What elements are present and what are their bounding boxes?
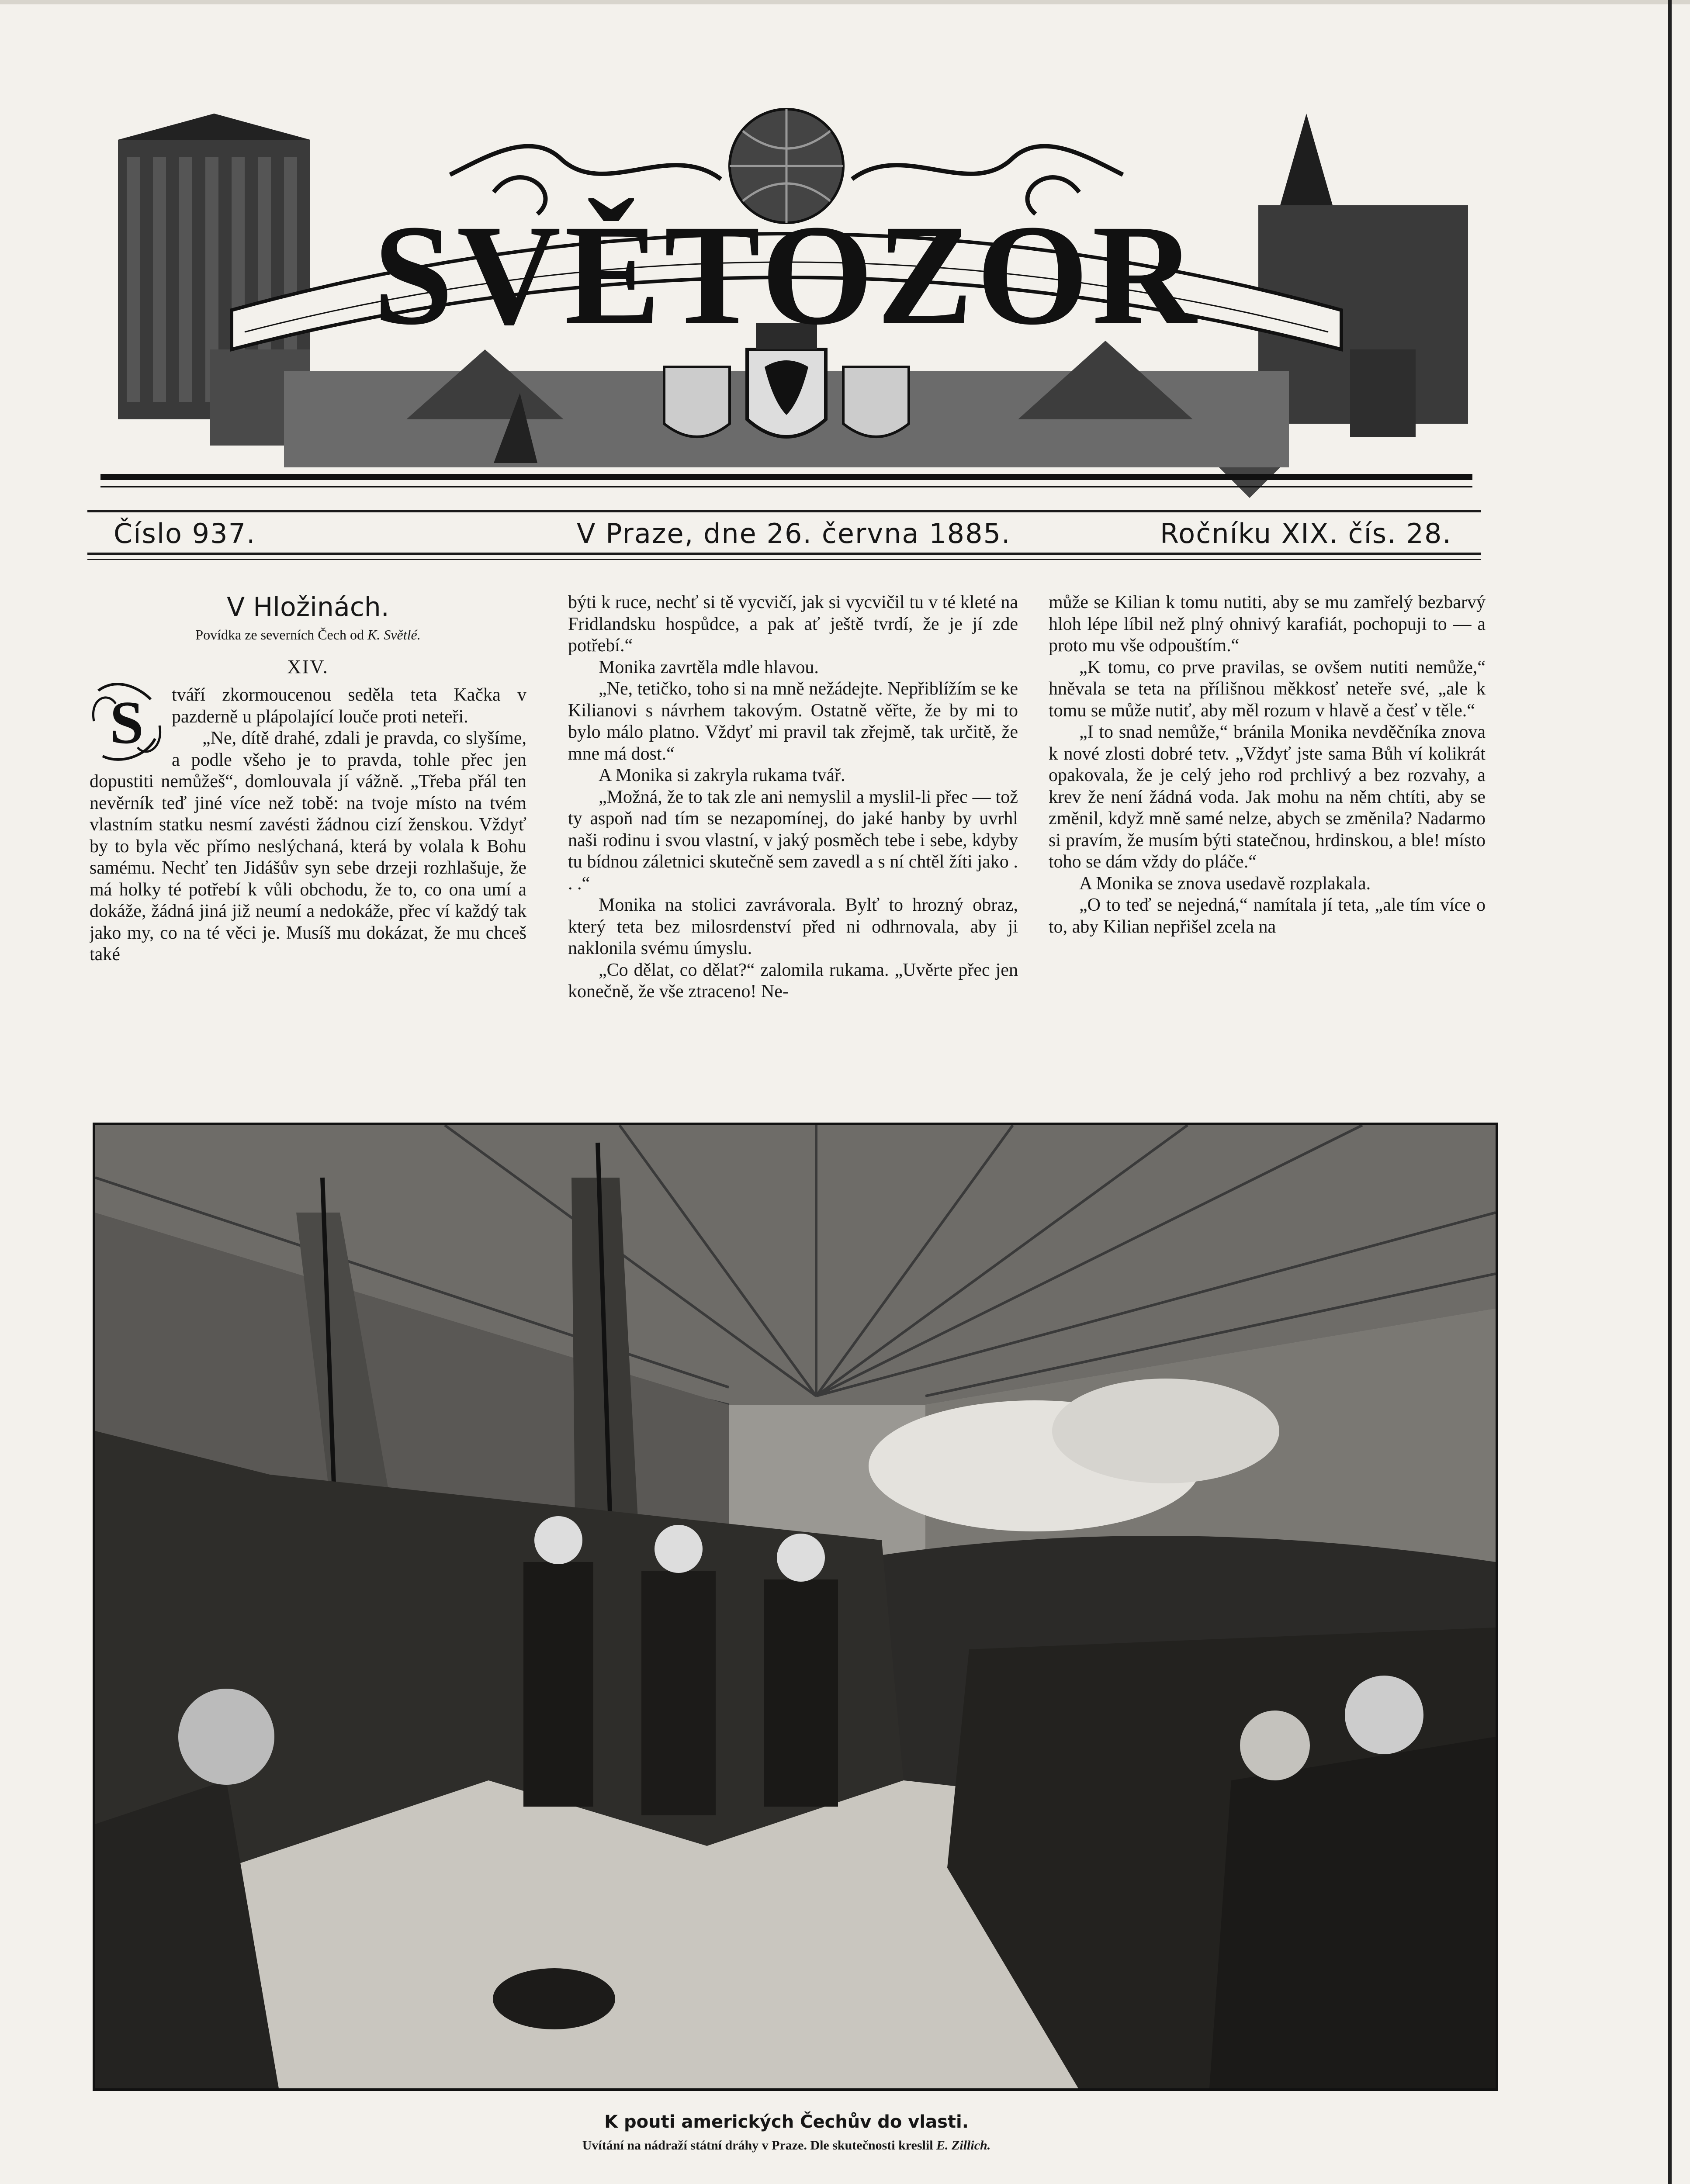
issue-line — [90, 518, 1479, 553]
chapter-number: XIV. — [287, 656, 329, 677]
paragraph: „Co dělat, co dělat?“ zalomila rukama. „Uvěrte přec jen konečně, že vše ztraceno! Ne- — [568, 960, 1018, 1002]
paragraph: A Monika se znova usedavě rozplakala. — [1079, 873, 1371, 894]
masthead-title: SVĚTOZOR — [373, 195, 1200, 355]
subcaption-text: Uvítání na nádraží státní dráhy v Praze. Dle skutečnosti kreslil — [582, 2138, 937, 2153]
station-engraving — [93, 1123, 1498, 2091]
illustration-artist: E. Zillich. — [936, 2138, 991, 2153]
masthead-engraving — [100, 105, 1472, 498]
paragraph: Monika zavrtěla mdle hlavou. — [599, 657, 819, 677]
masthead — [100, 105, 1472, 498]
page-edge — [1668, 0, 1672, 2184]
dropcap — [90, 682, 164, 765]
story-author: K. Světlé. — [367, 627, 421, 643]
rule-bottom — [87, 553, 1481, 555]
paragraph: „Ne, tetičko, toho si na mně nežádejte. Nepřiblížím se ke Kilianovi s návrhem takovým. Ostatně věřte, že by mi to bylo málo platno. Vždyť mi pravil tak zřejmě, tak určitě, že mne má dost.“ — [568, 679, 1018, 764]
illustration-caption: K pouti amerických Čechův do vlasti. — [604, 2112, 969, 2132]
paragraph: „Ne, dítě drahé, zdali je pravda, co slyšíme, a podle všeho je to pravda, tohle přec jen dopustiti nemůžeš“, domlouvala jí vážně. „Třeba přál ten nevěrník teď jiné více než tobě: na tvoje místo na tvém vlastním statku nesmí zavésti žádnou cizí ženskou. Vždyť by to byla věc přímo neslýchaná, která by volala k Bohu samému. Nechť ten Jidášův syn sebe drzeji rozhlašuje, že má holky té potřebí k vůli obchodu, že to, co ona umí a dokáže, žádná jiná již neumí a nedokáže, přec ví každý tak jako my, co na té věci je. Musíš mu dokázat, že mu chceš také — [90, 728, 526, 964]
issue-date: V Praze, dne 26. června 1885. — [577, 518, 1011, 549]
paragraph: A Monika si zakryla rukama tvář. — [599, 765, 845, 785]
text-column-2 — [568, 592, 1018, 1042]
rule-bottom-thin — [87, 559, 1481, 560]
story-title: V Hložinách. — [227, 592, 389, 622]
paragraph: býti k ruce, nechť si tě vycvičí, jak si vycvičil tu v té kleté na Fridlandsku hospůdce, a pak ať ještě tvrdí, že je jí zde potřebí.“ — [568, 592, 1018, 656]
text-column-3 — [1049, 592, 1486, 1042]
text-column-1 — [90, 592, 526, 1042]
story-subtitle — [90, 625, 526, 644]
paragraph: může se Kilian k tomu nutiti, aby se mu zamřelý bezbarvý hloh lépe líbil než plný ohnivý karafiát, pochopuji to — a proto mu vše odpouštím.“ — [1049, 592, 1486, 656]
illustration-subcaption — [0, 2138, 1573, 2153]
paragraph: „Možná, že to tak zle ani nemyslil a myslil-li přec — tož ty aspoň nad tím se nezapomínej, do jaké hanby by uvrhl naši rodinu i svou vlastní, v jaký posměch tebe i sebe, kdyby tu bídnou záletnici skutečně sem zavedl a s ní chtěl žíti jako . . .“ — [568, 787, 1018, 894]
paragraph: tváří zkormoucenou seděla teta Kačka v pazderně u plápolající louče proti neteři. — [172, 685, 526, 727]
rule-top — [87, 510, 1481, 512]
dropcap-letter: S — [110, 689, 144, 757]
paragraph: Monika na stolici zavrávorala. Bylť to hrozný obraz, který teta bez milosrdenství před ni odhrnovala, aby ji naklonila svému úmyslu. — [568, 895, 1018, 958]
issue-volume: Ročníku XIX. čís. 28. — [1160, 518, 1452, 549]
paragraph: „K tomu, co prve pravilas, se ovšem nutiti nemůže,“ hněvala se teta na přílišnou měkkosť neteře své, „ale k tomu se může nutiť, aby měl rozum v hlavě a česť v těle.“ — [1049, 657, 1486, 721]
paragraph: „I to snad nemůže,“ bránila Monika nevděčníka znova k nové zlosti dobré tetv. „Vždyť jste sama Bůh ví kolikrát opakovala, že je celý jeho rod prchlivý a bez rozvahy, a krev že není žádná voda. Jak mohu na něm chtíti, aby se změnil, když mně samé nelze, abych se změnila? Nadarmo si pravím, že musím býti statečnou, hrdinskou, a ble! místo toho se dám vždy do pláče.“ — [1049, 722, 1486, 872]
issue-number: Číslo 937. — [114, 518, 256, 549]
story-subtitle-prefix: Povídka ze severních Čech od — [195, 627, 367, 643]
paragraph: „O to teď se nejedná,“ namítala jí teta, „ale tím více o to, aby Kilian nepřišel zcela na — [1049, 895, 1486, 937]
page-top-edge — [0, 0, 1690, 4]
